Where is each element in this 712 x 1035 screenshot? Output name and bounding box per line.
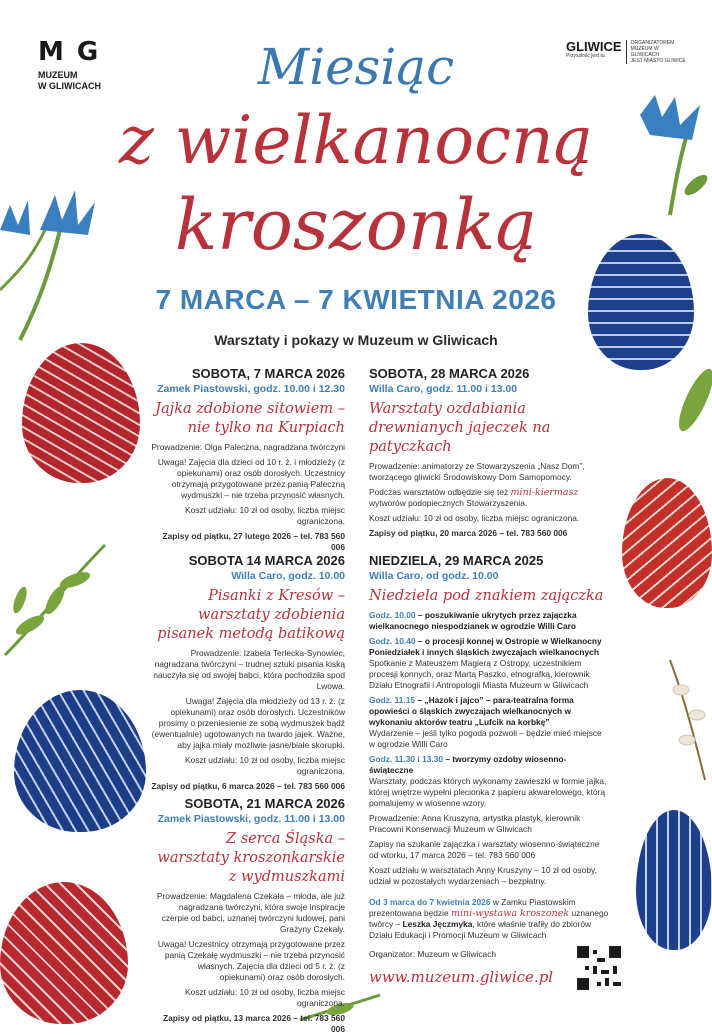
egg-red-right (622, 478, 712, 608)
program-desc: – poszukiwanie ukrytych przez zajączka wielkanocnego niespodzianek w ogrodzie Willi Caro (369, 610, 577, 631)
event-block-5 (150, 796, 345, 1035)
city-name: GLIWICE (566, 39, 622, 54)
event-signup: Zapisy od piątku, 27 lutego 2026 – tel. 783 560 006 (162, 531, 345, 552)
event-host: Prowadzenie: Magdalena Czekała – młoda, ale już nagradzana twórczyni, która swoje inspiracje czerpie od babci, uznanej twórczyni ludowej, pani Grażyny Czekały. (156, 891, 345, 934)
event-title: Z serca Śląska – warsztaty kroszonkarskie z wydmuszkami (157, 831, 345, 885)
museum-logo-mark: M G (38, 37, 101, 67)
catkin-branch-icon (665, 660, 712, 780)
city-tagline: Przyszłość jest tu. (566, 53, 607, 59)
program-item-1 (369, 610, 609, 632)
egg-red-top-left (22, 343, 140, 483)
program-time: Godz. 10.40 (369, 636, 416, 646)
program-time: Godz. 10.00 (369, 610, 416, 620)
event-date: SOBOTA, 7 MARCA 2026 (191, 366, 345, 381)
event-cost: Koszt udziału: 10 zł od osoby, liczba miejsc ograniczona. (185, 987, 345, 1008)
program-item-2 (369, 636, 609, 691)
program-more: Spotkanie z Mateuszem Magierą z Ostropy, uczestnikiem procesji konnych, oraz Martą Paszko, etnografką, kierownik Działu Etnografii i Antropologii Miasta Muzeum w Gliwicach (369, 658, 590, 690)
event-place: Willa Caro, godz. 10.00 (231, 570, 345, 582)
program-desc: – „Hazok i jajco” – para-teatralna forma opowieści o śląskich zwyczajach wielkanocnych w wykonaniu aktorów teatru „Lufcik na korbkę” (369, 695, 574, 727)
museum-logo-line2: W GLIWICACH (38, 81, 101, 91)
event-cost: Koszt udziału: 10 zł od osoby, liczba miejsc ograniczona. (185, 505, 345, 526)
program-time: Godz. 11.30 i 13.30 (369, 754, 444, 764)
event-block-1 (150, 366, 345, 553)
event-title: Niedziela pod znakiem zajączka (369, 588, 604, 604)
leaf-branch-icon (0, 540, 110, 660)
egg-blue-left (14, 690, 146, 832)
event-note: Uwaga! Zajęcia dla młodzieży od 13 r. ż. (z opiekunami) oraz osób dorosłych. Uczestników prosimy o przeniesienie ze sobą wydmuszek bądź (ewentualnie) ugotowanych na twardo jajek. Ważne, aby jajka miały możliwie jasne/białe skorupki. (151, 696, 345, 750)
event-note: Uwaga! Uczestnicy otrzymają przygotowane przez panią Czekałę wydmuszki – nie trzeba przynosić własnych. Zajęcia dla dzieci od 5 r. ż. (z opiekunami) oraz osób dorosłych. (157, 939, 345, 982)
fair-highlight: mini-kiermasz (510, 487, 579, 498)
event-date: SOBOTA, 28 MARCA 2026 (369, 366, 530, 381)
fair-text-a: Podczas warsztatów odbędzie się też (369, 487, 509, 497)
exhibition-artist: Leszka Jęczmyka (402, 919, 473, 929)
museum-logo-line1: MUZEUM (38, 70, 78, 80)
program-more: Wydarzenie – jeśli tylko pogoda pozwoli – będzie mieć miejsce w ogrodzie Willi Caro (369, 728, 602, 749)
title-line3: kroszonką (174, 184, 538, 266)
exhibition-note (369, 897, 609, 941)
egg-red-bottom-left (0, 882, 128, 1024)
event-block-3 (150, 553, 345, 792)
event-place: Zamek Piastowski, godz. 11.00 i 13.00 (157, 813, 345, 825)
program-desc: – tworzymy ozdoby wiosenno-świąteczne (369, 754, 567, 775)
program-more: Warsztaty, podczas których wykonamy zawieszki w formie jajka, której wnętrze wypełni plecionka z papieru akwarelowego, którą pomalujemy w wiosenne wzory. (369, 776, 607, 808)
event-note: Uwaga! Zajęcia dla dzieci od 10 r. ż. i młodzieży (z opiekunami) oraz osób dorosłych. Uczestnicy otrzymają przygotowane przez panią Paleczną wydmuszki – nie trzeba przynosić własnych. (157, 457, 345, 500)
event-place: Willa Caro, godz. 11.00 i 13.00 (369, 383, 518, 395)
program-item-3 (369, 695, 609, 750)
program-item-4 (369, 754, 609, 809)
egg-blue-bottom-right (636, 810, 712, 950)
organizer-line2: MUZEUM W GLIWICACH (630, 46, 659, 58)
organizer-line3: JEST MIASTO GLIWICE (630, 58, 686, 64)
event-cost: Koszt udziału: 10 zł od osoby, liczba miejsc ograniczona. (369, 513, 580, 523)
qr-code-icon[interactable] (577, 946, 621, 990)
exhibition-highlight: mini-wystawa kroszonek (450, 908, 570, 919)
leaf-right-icon (680, 360, 712, 440)
event-block-4 (369, 553, 609, 960)
event-title: Jajka zdobione sitowiem – nie tylko na Kurpiach (155, 401, 345, 436)
exhibition-text-b: w Zamku Piastowskim prezentowana będzie (369, 897, 576, 918)
event-title: Warsztaty ozdabiania drewnianych jajeczek na patyczkach (369, 401, 551, 455)
program-cost: Koszt udziału w warsztatach Anny Kruszyny – 10 zł od osoby, udział w pozostałych wydarzeniach – bezpłatny. (369, 865, 597, 886)
program-host: Prowadzenie: Anna Kruszyna, artystka plastyk, kierownik Pracowni Konserwacji Muzeum w Gliwicach (369, 813, 581, 834)
event-host: Prowadzenie: animatorzy ze Stowarzyszenia „Nasz Dom”, tworzącego gliwicki Środowiskowy Dom Samopomocy. (369, 461, 585, 482)
program-desc: – o procesji konnej w Ostropie w Wielkanocny Poniedziałek i innych śląskich zwyczajach wielkanocnych (369, 636, 602, 657)
subtitle: Warsztaty i pokazy w Muzeum w Gliwicach (214, 332, 498, 348)
event-date: SOBOTA, 21 MARCA 2026 (184, 796, 345, 811)
website-link[interactable]: www.muzeum.gliwice.pl (369, 968, 554, 986)
exhibition-text-f: , które właśnie trafiły do zbiorów Działu Edukacji i Promocji Muzeum w Gliwicach (369, 919, 592, 940)
event-place: Zamek Piastowski, godz. 10.00 i 12.30 (157, 383, 345, 395)
event-block-2 (369, 366, 609, 539)
exhibition-dates: Od 3 marca do 7 kwietnia 2026 (369, 897, 491, 907)
event-place: Willa Caro, od godz. 10.00 (369, 570, 499, 582)
organizer-line1: ORGANIZATOREM (630, 40, 675, 46)
program-time: Godz. 11.15 (369, 695, 416, 705)
program-signup: Zapisy na szukanie zajączka i warsztaty wiosenno-świąteczne od wtorku, 17 marca 2026 – tel. 783 560 006 (369, 839, 600, 860)
title-line2: z wielkanocną (119, 102, 593, 179)
event-date: NIEDZIELA, 29 MARCA 2025 (369, 553, 544, 568)
event-signup: Zapisy od piątku, 6 marca 2026 – tel. 783 560 006 (151, 781, 345, 791)
event-dates: 7 MARCA – 7 KWIETNIA 2026 (155, 284, 557, 315)
event-cost: Koszt udziału: 10 zł od osoby, liczba miejsc ograniczona. (185, 755, 345, 776)
title-line1: Miesiąc (257, 38, 455, 96)
organizer-footer: Organizator: Muzeum w Gliwicach (369, 949, 497, 959)
event-host: Prowadzenie: Izabela Terlecka-Synowiec, nagradzana twórczyni – trudnej sztuki pisania kiską nauczyła się od swojej babci, która pochodziła spod Lwowa. (153, 648, 345, 691)
event-fair-note (369, 487, 609, 509)
exhibition-text-d: uznanego twórcy – (369, 908, 609, 929)
fair-text-c: wytworów podopiecznych Stowarzyszenia. (369, 498, 528, 508)
event-host: Prowadzenie: Olga Paleczna, nagradzana twórczyni (151, 442, 345, 452)
event-title: Pisanki z Kresów – warsztaty zdobienia pisanek metodą batikową (157, 588, 345, 642)
event-date: SOBOTA 14 MARCA 2026 (188, 553, 345, 568)
event-signup: Zapisy od piątku, 20 marca 2026 – tel. 783 560 006 (369, 528, 568, 538)
event-signup: Zapisy od piątku, 13 marca 2026 – tel. 783 560 006 (162, 1013, 345, 1034)
